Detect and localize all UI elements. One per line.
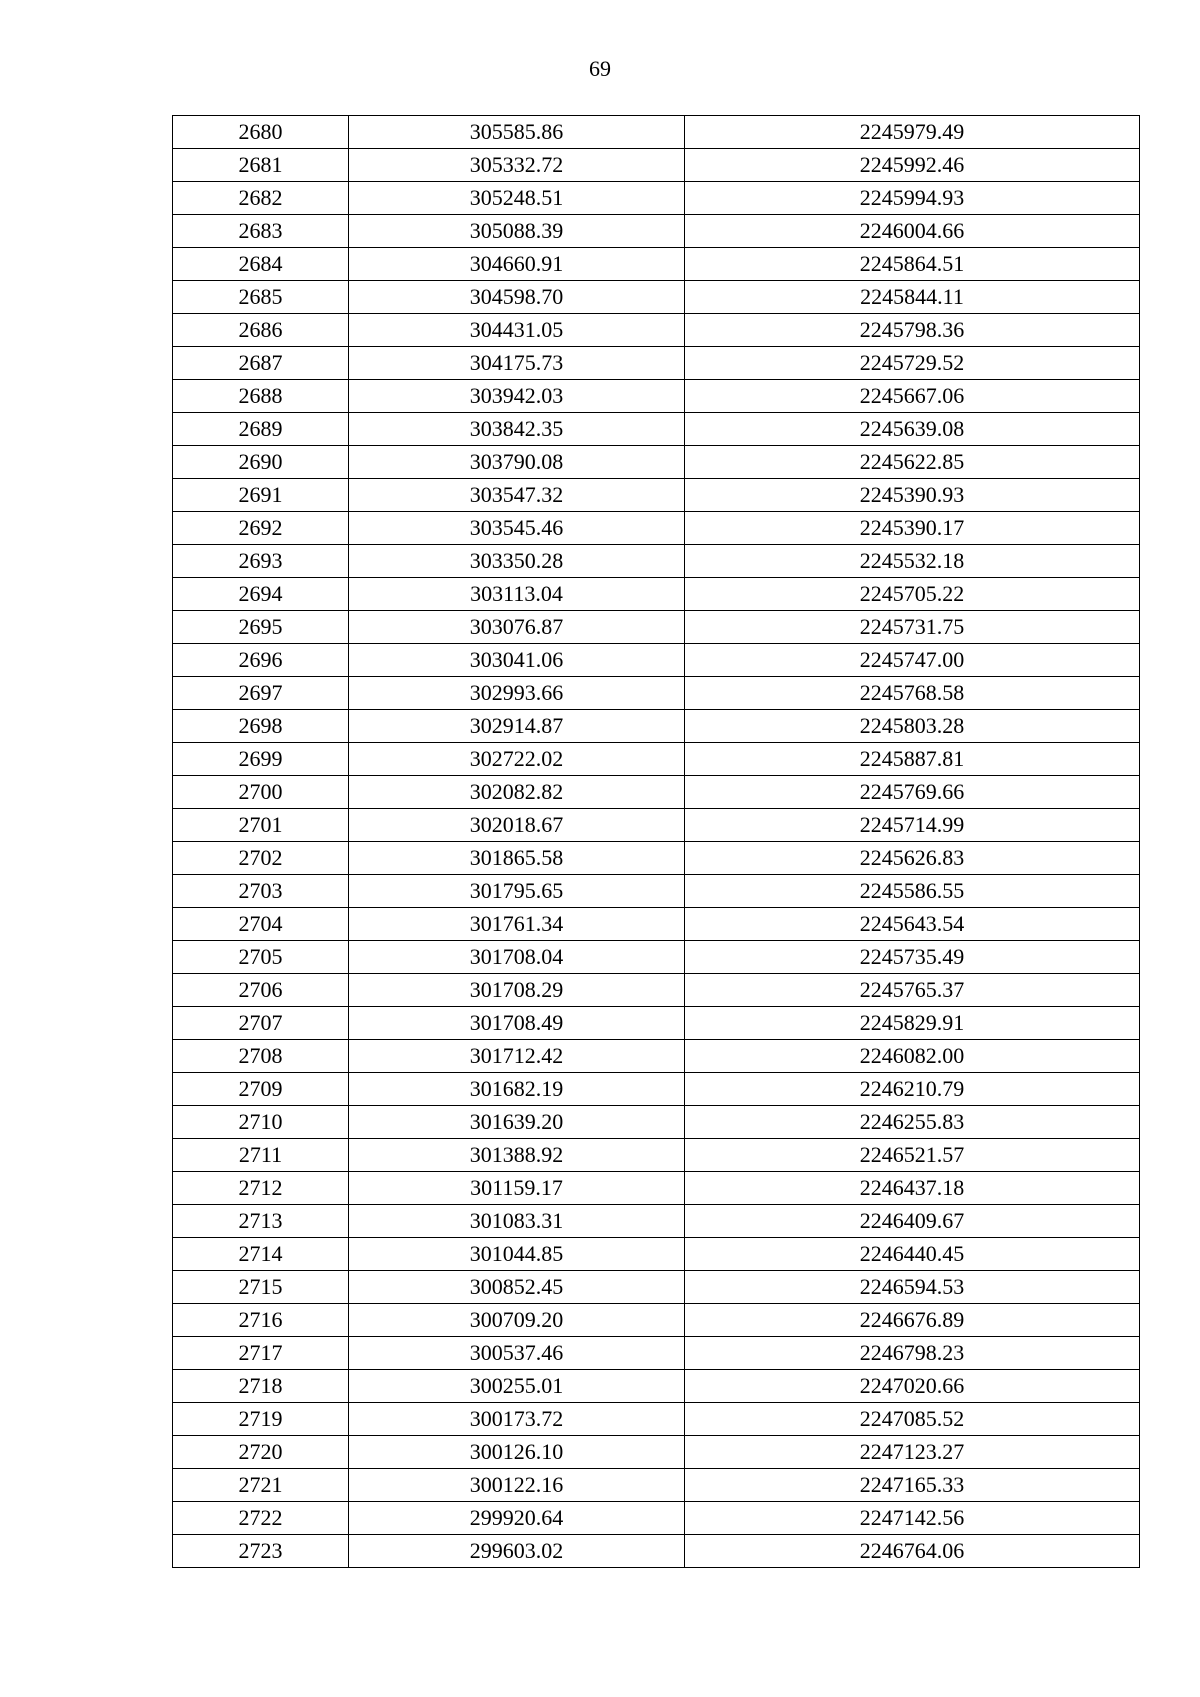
x-coordinate-cell: 303545.46: [349, 512, 685, 545]
table-row: [173, 380, 1140, 413]
point-number-cell: 2687: [173, 347, 349, 380]
point-number-cell: 2709: [173, 1073, 349, 1106]
point-number-cell: 2718: [173, 1370, 349, 1403]
table-row: [173, 1172, 1140, 1205]
point-number-cell: 2685: [173, 281, 349, 314]
y-coordinate-cell: 2245994.93: [685, 182, 1140, 215]
x-coordinate-cell: 301865.58: [349, 842, 685, 875]
table-row: [173, 842, 1140, 875]
table-row: [173, 974, 1140, 1007]
table-row: [173, 1502, 1140, 1535]
y-coordinate-cell: 2246521.57: [685, 1139, 1140, 1172]
point-number-cell: 2719: [173, 1403, 349, 1436]
x-coordinate-cell: 303113.04: [349, 578, 685, 611]
x-coordinate-cell: 301708.29: [349, 974, 685, 1007]
point-number-cell: 2716: [173, 1304, 349, 1337]
x-coordinate-cell: 303942.03: [349, 380, 685, 413]
x-coordinate-cell: 300852.45: [349, 1271, 685, 1304]
point-number-cell: 2682: [173, 182, 349, 215]
x-coordinate-cell: 301708.04: [349, 941, 685, 974]
y-coordinate-cell: 2245765.37: [685, 974, 1140, 1007]
x-coordinate-cell: 302914.87: [349, 710, 685, 743]
y-coordinate-cell: 2247123.27: [685, 1436, 1140, 1469]
y-coordinate-cell: 2245729.52: [685, 347, 1140, 380]
table-row: [173, 578, 1140, 611]
point-number-cell: 2715: [173, 1271, 349, 1304]
x-coordinate-cell: 303076.87: [349, 611, 685, 644]
y-coordinate-cell: 2247020.66: [685, 1370, 1140, 1403]
point-number-cell: 2681: [173, 149, 349, 182]
y-coordinate-cell: 2245803.28: [685, 710, 1140, 743]
y-coordinate-cell: 2245864.51: [685, 248, 1140, 281]
y-coordinate-cell: 2245747.00: [685, 644, 1140, 677]
y-coordinate-cell: 2246437.18: [685, 1172, 1140, 1205]
y-coordinate-cell: 2246440.45: [685, 1238, 1140, 1271]
x-coordinate-cell: 302018.67: [349, 809, 685, 842]
table-row: [173, 908, 1140, 941]
x-coordinate-cell: 304598.70: [349, 281, 685, 314]
x-coordinate-cell: 300122.16: [349, 1469, 685, 1502]
y-coordinate-cell: 2246594.53: [685, 1271, 1140, 1304]
table-row: [173, 1073, 1140, 1106]
point-number-cell: 2713: [173, 1205, 349, 1238]
y-coordinate-cell: 2245667.06: [685, 380, 1140, 413]
y-coordinate-cell: 2247085.52: [685, 1403, 1140, 1436]
y-coordinate-cell: 2245769.66: [685, 776, 1140, 809]
table-row: [173, 1139, 1140, 1172]
y-coordinate-cell: 2246082.00: [685, 1040, 1140, 1073]
table-row: [173, 1238, 1140, 1271]
point-number-cell: 2693: [173, 545, 349, 578]
point-number-cell: 2694: [173, 578, 349, 611]
table-row: [173, 1370, 1140, 1403]
point-number-cell: 2700: [173, 776, 349, 809]
x-coordinate-cell: 303547.32: [349, 479, 685, 512]
point-number-cell: 2708: [173, 1040, 349, 1073]
x-coordinate-cell: 304431.05: [349, 314, 685, 347]
point-number-cell: 2701: [173, 809, 349, 842]
table-row: [173, 248, 1140, 281]
point-number-cell: 2702: [173, 842, 349, 875]
point-number-cell: 2723: [173, 1535, 349, 1568]
x-coordinate-cell: 301708.49: [349, 1007, 685, 1040]
y-coordinate-cell: 2245844.11: [685, 281, 1140, 314]
table-row: [173, 215, 1140, 248]
table-row: [173, 941, 1140, 974]
point-number-cell: 2699: [173, 743, 349, 776]
x-coordinate-cell: 301682.19: [349, 1073, 685, 1106]
x-coordinate-cell: 300255.01: [349, 1370, 685, 1403]
y-coordinate-cell: 2245586.55: [685, 875, 1140, 908]
y-coordinate-cell: 2245390.93: [685, 479, 1140, 512]
table-row: [173, 776, 1140, 809]
point-number-cell: 2689: [173, 413, 349, 446]
table-row: [173, 809, 1140, 842]
x-coordinate-cell: 302993.66: [349, 677, 685, 710]
point-number-cell: 2686: [173, 314, 349, 347]
table-row: [173, 479, 1140, 512]
table-row: [173, 677, 1140, 710]
y-coordinate-cell: 2245992.46: [685, 149, 1140, 182]
table-row: [173, 1007, 1140, 1040]
y-coordinate-cell: 2245979.49: [685, 116, 1140, 149]
table-row: [173, 182, 1140, 215]
x-coordinate-cell: 304175.73: [349, 347, 685, 380]
table-row: [173, 710, 1140, 743]
x-coordinate-cell: 300537.46: [349, 1337, 685, 1370]
coordinates-table: [172, 115, 1140, 1568]
table-row: [173, 281, 1140, 314]
table-row: [173, 149, 1140, 182]
point-number-cell: 2703: [173, 875, 349, 908]
table-row: [173, 1040, 1140, 1073]
table-row: [173, 116, 1140, 149]
point-number-cell: 2717: [173, 1337, 349, 1370]
y-coordinate-cell: 2245768.58: [685, 677, 1140, 710]
y-coordinate-cell: 2246255.83: [685, 1106, 1140, 1139]
table-row: [173, 314, 1140, 347]
point-number-cell: 2722: [173, 1502, 349, 1535]
table-row: [173, 446, 1140, 479]
x-coordinate-cell: 303790.08: [349, 446, 685, 479]
point-number-cell: 2698: [173, 710, 349, 743]
y-coordinate-cell: 2245887.81: [685, 743, 1140, 776]
x-coordinate-cell: 299920.64: [349, 1502, 685, 1535]
table-row: [173, 1403, 1140, 1436]
x-coordinate-cell: 305332.72: [349, 149, 685, 182]
x-coordinate-cell: 305248.51: [349, 182, 685, 215]
table-row: [173, 743, 1140, 776]
x-coordinate-cell: 300126.10: [349, 1436, 685, 1469]
table-row: [173, 512, 1140, 545]
point-number-cell: 2706: [173, 974, 349, 1007]
table-row: [173, 644, 1140, 677]
x-coordinate-cell: 303842.35: [349, 413, 685, 446]
point-number-cell: 2710: [173, 1106, 349, 1139]
table-row: [173, 1271, 1140, 1304]
point-number-cell: 2688: [173, 380, 349, 413]
x-coordinate-cell: 301795.65: [349, 875, 685, 908]
table-row: [173, 413, 1140, 446]
x-coordinate-cell: 301083.31: [349, 1205, 685, 1238]
x-coordinate-cell: 299603.02: [349, 1535, 685, 1568]
table-row: [173, 347, 1140, 380]
point-number-cell: 2721: [173, 1469, 349, 1502]
table-row: [173, 1337, 1140, 1370]
x-coordinate-cell: 301761.34: [349, 908, 685, 941]
point-number-cell: 2720: [173, 1436, 349, 1469]
x-coordinate-cell: 301388.92: [349, 1139, 685, 1172]
y-coordinate-cell: 2245532.18: [685, 545, 1140, 578]
x-coordinate-cell: 303041.06: [349, 644, 685, 677]
y-coordinate-cell: 2245643.54: [685, 908, 1140, 941]
table-row: [173, 1304, 1140, 1337]
point-number-cell: 2683: [173, 215, 349, 248]
x-coordinate-cell: 302082.82: [349, 776, 685, 809]
point-number-cell: 2696: [173, 644, 349, 677]
table-row: [173, 1205, 1140, 1238]
coordinates-table-body: [173, 116, 1140, 1568]
table-row: [173, 1106, 1140, 1139]
y-coordinate-cell: 2247142.56: [685, 1502, 1140, 1535]
point-number-cell: 2695: [173, 611, 349, 644]
table-row: [173, 545, 1140, 578]
x-coordinate-cell: 301639.20: [349, 1106, 685, 1139]
table-row: [173, 1469, 1140, 1502]
y-coordinate-cell: 2245731.75: [685, 611, 1140, 644]
point-number-cell: 2697: [173, 677, 349, 710]
x-coordinate-cell: 305585.86: [349, 116, 685, 149]
point-number-cell: 2684: [173, 248, 349, 281]
point-number-cell: 2691: [173, 479, 349, 512]
table-row: [173, 1535, 1140, 1568]
y-coordinate-cell: 2245639.08: [685, 413, 1140, 446]
y-coordinate-cell: 2246004.66: [685, 215, 1140, 248]
table-row: [173, 1436, 1140, 1469]
y-coordinate-cell: 2245705.22: [685, 578, 1140, 611]
y-coordinate-cell: 2245798.36: [685, 314, 1140, 347]
x-coordinate-cell: 300173.72: [349, 1403, 685, 1436]
y-coordinate-cell: 2245714.99: [685, 809, 1140, 842]
y-coordinate-cell: 2245390.17: [685, 512, 1140, 545]
x-coordinate-cell: 301712.42: [349, 1040, 685, 1073]
x-coordinate-cell: 301044.85: [349, 1238, 685, 1271]
x-coordinate-cell: 304660.91: [349, 248, 685, 281]
x-coordinate-cell: 300709.20: [349, 1304, 685, 1337]
table-row: [173, 875, 1140, 908]
x-coordinate-cell: 301159.17: [349, 1172, 685, 1205]
y-coordinate-cell: 2246798.23: [685, 1337, 1140, 1370]
y-coordinate-cell: 2245626.83: [685, 842, 1140, 875]
y-coordinate-cell: 2246764.06: [685, 1535, 1140, 1568]
point-number-cell: 2711: [173, 1139, 349, 1172]
y-coordinate-cell: 2245735.49: [685, 941, 1140, 974]
x-coordinate-cell: 303350.28: [349, 545, 685, 578]
y-coordinate-cell: 2246210.79: [685, 1073, 1140, 1106]
point-number-cell: 2714: [173, 1238, 349, 1271]
y-coordinate-cell: 2246409.67: [685, 1205, 1140, 1238]
point-number-cell: 2680: [173, 116, 349, 149]
point-number-cell: 2705: [173, 941, 349, 974]
point-number-cell: 2707: [173, 1007, 349, 1040]
y-coordinate-cell: 2245829.91: [685, 1007, 1140, 1040]
y-coordinate-cell: 2246676.89: [685, 1304, 1140, 1337]
point-number-cell: 2704: [173, 908, 349, 941]
y-coordinate-cell: 2247165.33: [685, 1469, 1140, 1502]
table-row: [173, 611, 1140, 644]
x-coordinate-cell: 305088.39: [349, 215, 685, 248]
point-number-cell: 2692: [173, 512, 349, 545]
point-number-cell: 2690: [173, 446, 349, 479]
y-coordinate-cell: 2245622.85: [685, 446, 1140, 479]
x-coordinate-cell: 302722.02: [349, 743, 685, 776]
point-number-cell: 2712: [173, 1172, 349, 1205]
page-number: 69: [589, 56, 611, 81]
